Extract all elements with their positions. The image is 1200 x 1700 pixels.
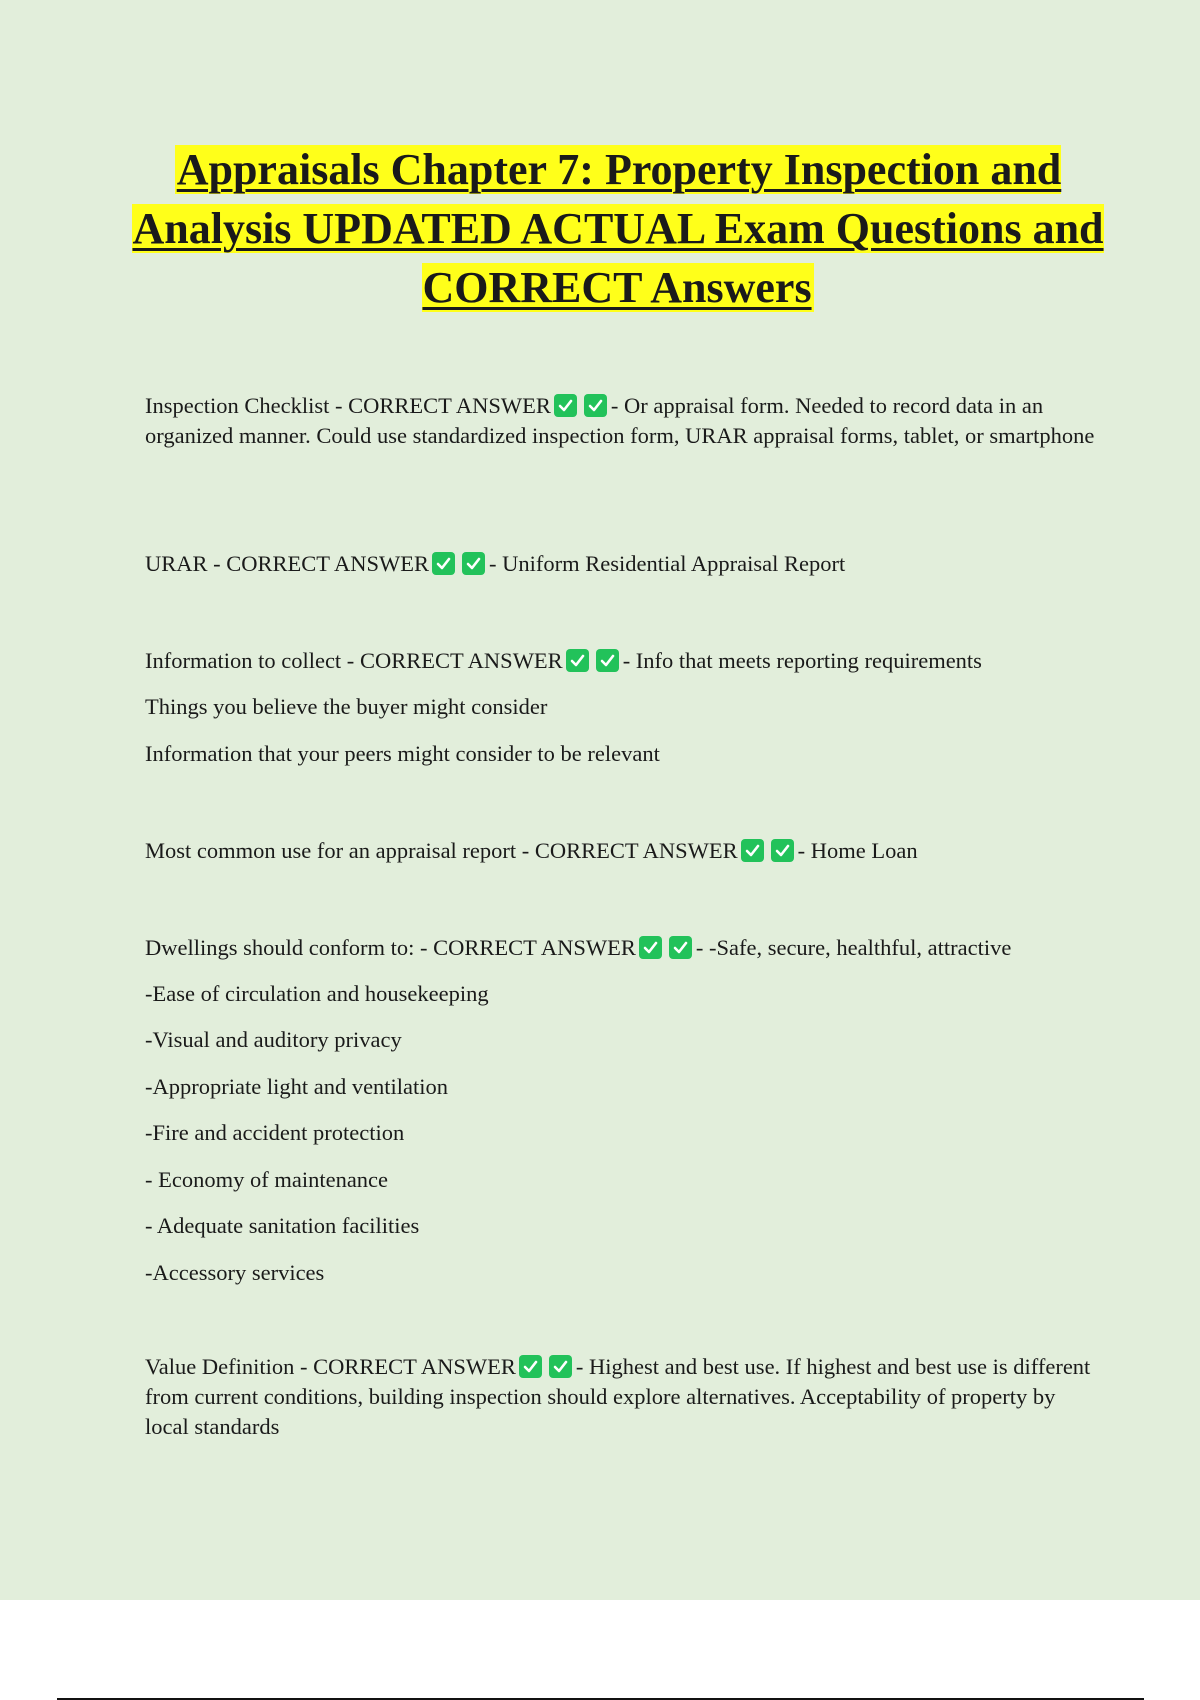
check-mark-icon — [639, 936, 662, 959]
correct-answer-label: CORRECT ANSWER — [359, 648, 563, 673]
qa-entry-value-definition — [145, 1352, 1095, 1442]
check-mark-icon — [566, 649, 589, 672]
entry-term: URAR - — [145, 551, 227, 576]
answer-line: - Adequate sanitation facilities — [145, 1213, 420, 1238]
check-mark-icon — [741, 839, 764, 862]
check-mark-icon — [584, 394, 607, 417]
check-mark-icon — [549, 1355, 572, 1378]
qa-entry-common-use — [145, 836, 1095, 866]
check-mark-icon — [462, 552, 485, 575]
qa-entry-inspection-checklist — [145, 391, 1095, 451]
entry-answer: - Or appraisal form. Needed to record data in an organized manner. Could use standardized inspection form, URAR appraisal forms, tablet, or smartphone — [145, 393, 1095, 448]
entry-term: Value Definition - — [145, 1354, 314, 1379]
correct-answer-label: CORRECT ANSWER — [534, 838, 738, 863]
answer-line: Things you believe the buyer might consider — [145, 694, 548, 719]
check-mark-icon — [554, 394, 577, 417]
entry-answer: - Highest and best use. If highest and best use is different from current conditions, building inspection should explore alternatives. Acceptability of property by local standards — [145, 1354, 1091, 1439]
answer-line: - Economy of maintenance — [145, 1167, 389, 1192]
check-mark-icon — [771, 839, 794, 862]
qa-entry-dwellings-conform — [145, 933, 1095, 963]
entry-term: Dwellings should conform to: - — [145, 935, 434, 960]
answer-line: -Accessory services — [145, 1260, 325, 1285]
answer-line: -Ease of circulation and housekeeping — [145, 981, 489, 1006]
correct-answer-label: CORRECT ANSWER — [348, 393, 551, 418]
qa-entry-information-to-collect — [145, 646, 1095, 676]
document-title — [120, 140, 1116, 317]
check-mark-icon — [669, 936, 692, 959]
entry-answer: - Home Loan — [797, 838, 918, 863]
entry-term: Most common use for an appraisal report - — [145, 838, 535, 863]
check-mark-icon — [519, 1355, 542, 1378]
entry-answer: - Uniform Residential Appraisal Report — [489, 551, 846, 576]
correct-answer-label: CORRECT ANSWER — [313, 1354, 516, 1379]
correct-answer-label: CORRECT ANSWER — [226, 551, 430, 576]
check-mark-icon — [432, 552, 455, 575]
answer-line: -Visual and auditory privacy — [145, 1027, 402, 1052]
qa-entry-urar — [145, 549, 1095, 579]
answer-line: Information that your peers might consider to be relevant — [145, 741, 660, 766]
answer-line: -Fire and accident protection — [145, 1120, 405, 1145]
entry-term: Inspection Checklist - — [145, 393, 349, 418]
correct-answer-label: CORRECT ANSWER — [433, 935, 636, 960]
document-title-text: Appraisals Chapter 7: Property Inspection and Analysis UPDATED ACTUAL Exam Questions and CORRECT Answers — [132, 145, 1104, 312]
entry-term: Information to collect - — [145, 648, 360, 673]
answer-line: -Appropriate light and ventilation — [145, 1074, 449, 1099]
check-mark-icon — [596, 649, 619, 672]
entry-answer: - -Safe, secure, healthful, attractive — [695, 935, 1012, 960]
entry-answer: - Info that meets reporting requirements — [622, 648, 982, 673]
